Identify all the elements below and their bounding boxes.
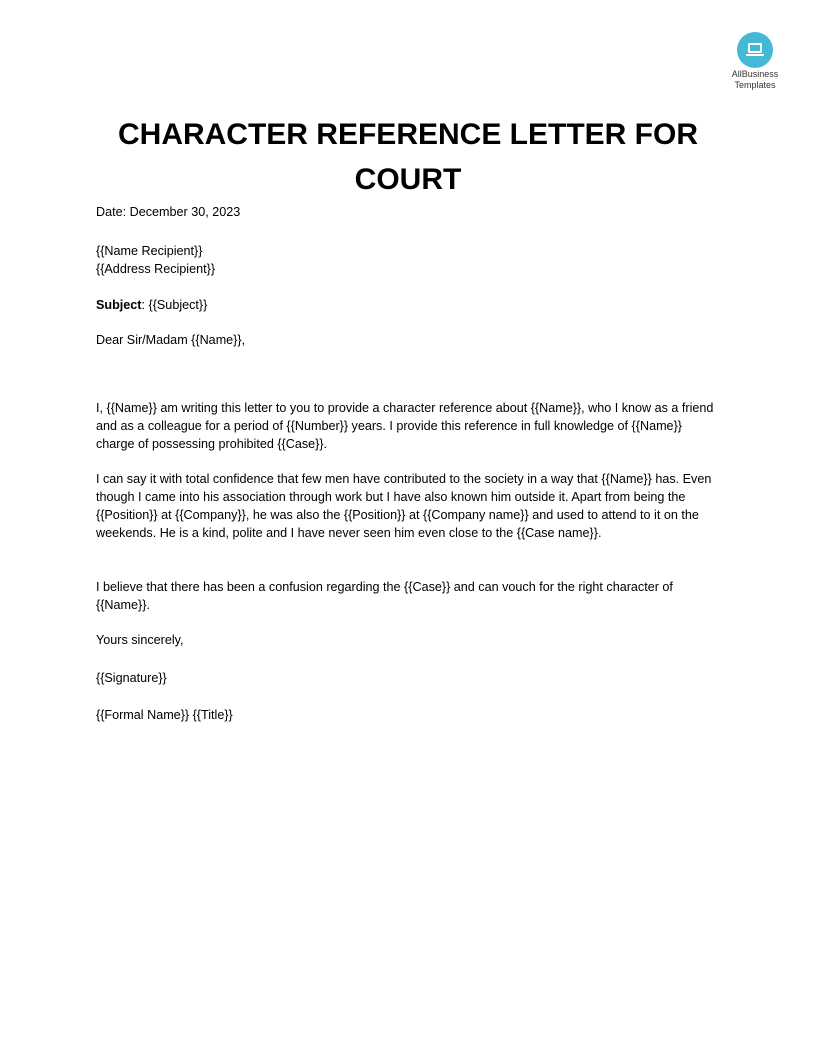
allbusiness-templates-logo [722,32,788,90]
closing: Yours sincerely, [96,633,184,647]
salutation: Dear Sir/Madam {{Name}}, [96,333,246,347]
subject-line [96,296,722,314]
subject-label: Subject [96,298,142,312]
signature: {{Signature}} [96,671,167,685]
paragraph-2: I can say it with total confidence that few men have contributed to the society in a way that {{Name}} has. Even though I came into his association through work but I have also known him outside it. Apart from being the {{Position}} at {{Company}}, he was also the {{Position}} at {{Company name}} and used to attend to it on the weekends. He is a kind, polite and I have never seen him even close to the {{Case name}}. [96,472,712,540]
document-title: CHARACTER REFERENCE LETTER FOR COURT [117,118,698,196]
recipient-name: {{Name Recipient}} [96,244,203,258]
paragraph-1: I, {{Name}} am writing this letter to you to provide a character reference about {{Name}}, who I know as a friend and as a colleague for a period of {{Number}} years. I provide this reference in full knowledge of {{Name}} charge of possessing prohibited {{Case}}. [96,401,714,451]
date-line: Date: December 30, 2023 [96,205,241,219]
laptop-icon [737,32,773,68]
logo-text-line1: AllBusiness [731,69,779,79]
subject-value: : {{Subject}} [141,298,208,312]
recipient-address: {{Address Recipient}} [96,262,216,276]
logo-text-line2: Templates [734,80,776,90]
paragraph-3: I believe that there has been a confusion regarding the {{Case}} and can vouch for the right character of {{Name}}. [96,580,673,612]
formal-name: {{Formal Name}} {{Title}} [96,708,233,722]
